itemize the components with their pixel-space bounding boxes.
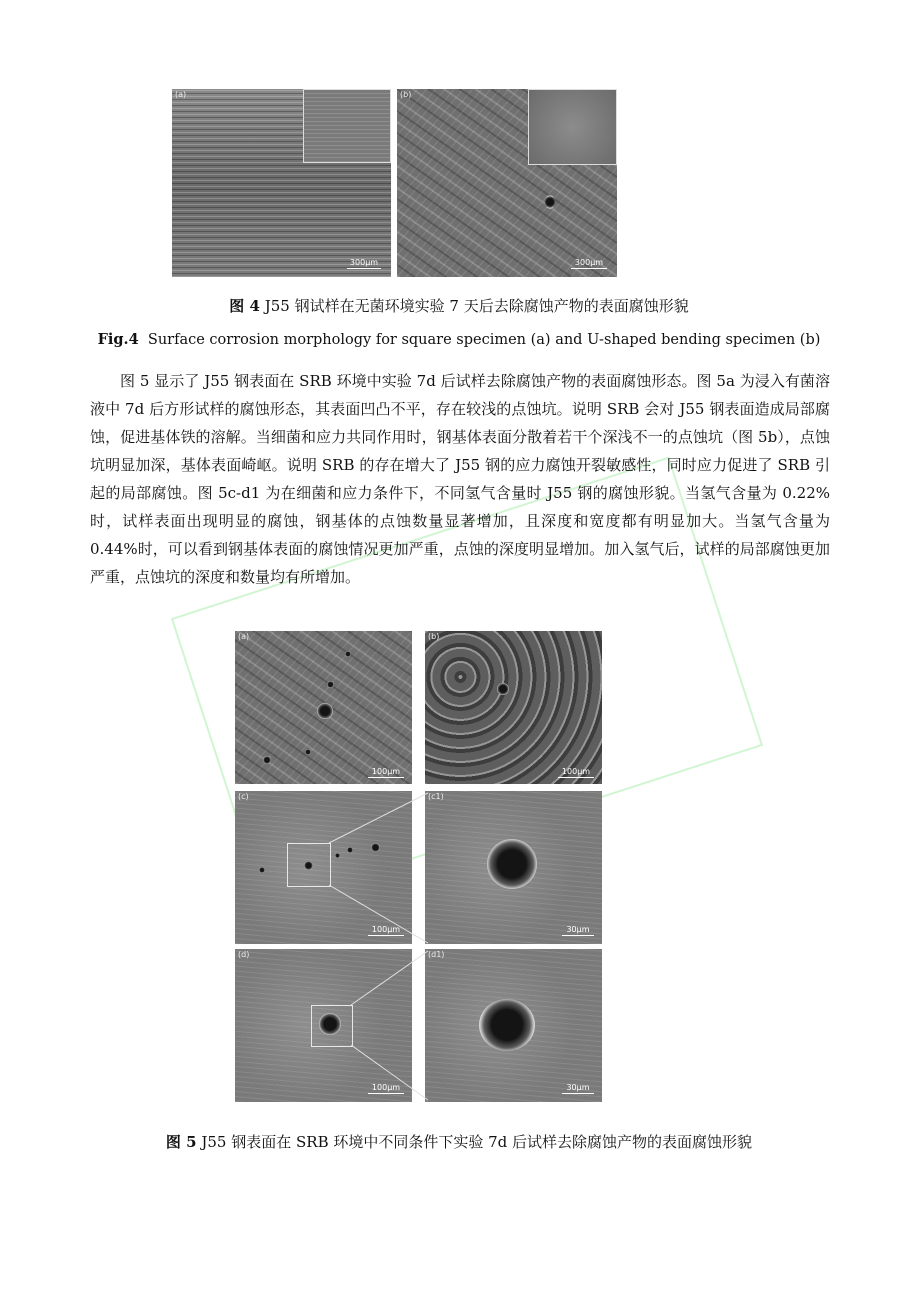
figure5-panel-d-scale-text: 100μm	[371, 1083, 401, 1092]
figure4-caption-en-number: Fig.4	[97, 331, 139, 348]
figure5-panel-d1-label: (d1)	[428, 950, 445, 959]
figure5-caption-cn	[0, 1131, 918, 1152]
figure5-caption-cn-number: 图 5	[165, 1133, 197, 1151]
figure5-panel-c1-label: (c1)	[428, 792, 444, 801]
figure5-panel-d-label: (d)	[238, 950, 250, 959]
figure5-caption-cn-text: J55 钢表面在 SRB 环境中不同条件下实验 7d 后试样去除腐蚀产物的表面腐蚀形貌	[201, 1133, 753, 1151]
figure4-panel-b-scale-text: 300μm	[574, 258, 604, 267]
figure5-panel-b-label: (b)	[428, 632, 440, 641]
figure4-panel-b-label: (b)	[400, 90, 412, 99]
figure5-panel-a-scale-text: 100μm	[371, 767, 401, 776]
figure5-panel-c1-scale-text: 30μm	[566, 925, 590, 934]
figure4-caption-cn-number: 图 4	[229, 297, 260, 315]
figure5-panel-b-scale-text: 100μm	[561, 767, 591, 776]
body-paragraph-text: 图 5 显示了 J55 钢表面在 SRB 环境中实验 7d 后试样去除腐蚀产物的表面腐蚀形态。图 5a 为浸入有菌溶液中 7d 后方形试样的腐蚀形态，其表面凹凸不平，存在较浅的点蚀坑。说明 SRB 会对 J55 钢表面造成局部腐蚀，促进基体铁的溶解。当细菌和应力共同作用时，钢基体表面分散着若干个深浅不一的点蚀坑（图 5b），点蚀坑明显加深，基体表面崎岖。说明 SRB 的存在增大了 J55 钢的应力腐蚀开裂敏感性，同时应力促进了 SRB 引起的局部腐蚀。图 5c-d1 为在细菌和应力条件下，不同氢气含量时 J55 钢的腐蚀形貌。当氢气含量为 0.22%时，试样表面出现明显的腐蚀，钢基体的点蚀数量显著增加，且深度和宽度都有明显加大。当氢气含量为 0.44%时，可以看到钢基体表面的腐蚀情况更加严重，点蚀的深度明显增加。加入氢气后，试样的局部腐蚀更加严重，点蚀坑的深度和数量均有所增加。	[90, 372, 830, 586]
figure4-panel-a-scale-text: 300μm	[349, 258, 379, 267]
figure4-panel-a-label: (a)	[175, 90, 187, 99]
figure5-panel-c-label: (c)	[238, 792, 249, 801]
figure5-panel-a-label: (a)	[238, 632, 250, 641]
figure5-panel-c-scale-text: 100μm	[371, 925, 401, 934]
figure5-panel-d1-scale-text: 30μm	[566, 1083, 590, 1092]
figure4-caption-cn-text: J55 钢试样在无菌环境实验 7 天后去除腐蚀产物的表面腐蚀形貌	[264, 297, 689, 315]
figure4-caption-en-text: Surface corrosion morphology for square specimen (a) and U-shaped bending specimen (b)	[147, 332, 821, 348]
